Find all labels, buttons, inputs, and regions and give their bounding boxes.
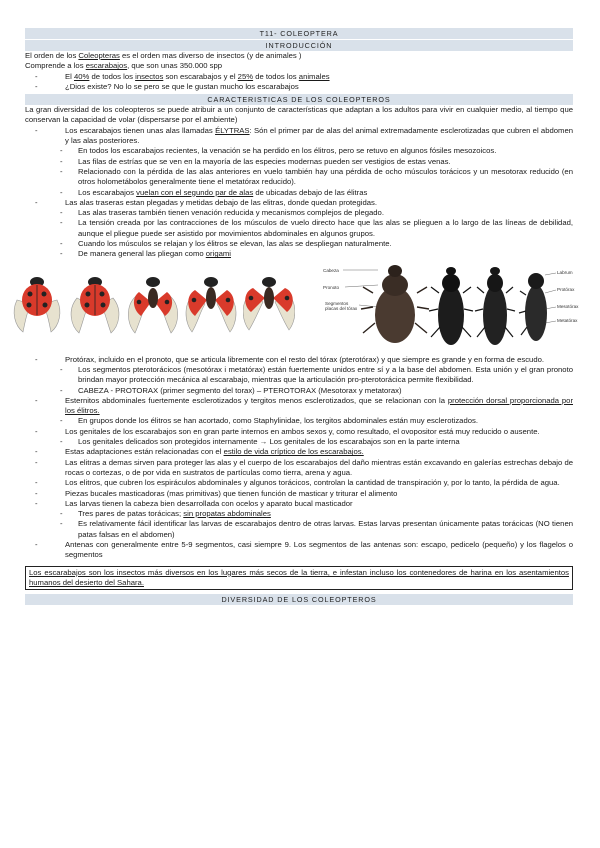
- bullet-item: - Las elitras a demas sirven para proteger las alas y el cuerpo de los escarabajos del daño mientras están excavando en galerías estrechas debajo de rocas o cortezas, o de por vida en sustratos de partículas como tierra, arena y agua.: [25, 458, 573, 479]
- bullet-item: - Protórax, incluido en el pronoto, que se articula libremente con el resto del tórax (pterotórax) y que siempre es grande y en forma de escudo.: [25, 355, 573, 365]
- ladybug-wing-unfolding-illustration: [69, 270, 121, 334]
- sub-bullet-item: - Cuando los músculos se relajan y los élitros se elevan, las alas se despliegan naturalmente.: [25, 239, 573, 249]
- figure-label: Labrum: [557, 269, 573, 275]
- sub-bullet-item: - CABEZA - PROTORAX (primer segmento del torax) – PTEROTORAX (Mesotorax y metatorax): [25, 386, 573, 396]
- ladybug-wing-unfolding-illustration: [127, 270, 179, 334]
- bullet-item: - Esternitos abdominales fuertemente esclerotizados y tergitos menos esclerotizados, que se relacionan con la protección dorsal proporcionada por los élitros.: [25, 396, 573, 417]
- paragraph: La gran diversidad de los coleopteros se puede atribuir a un conjunto de características que adaptan a los adultos para vivir en cualquier medio, al tiempo que conservan la capacidad de volar (dispersarse por el ambiente): [25, 105, 573, 125]
- figures-row: [25, 263, 579, 353]
- ladybug-wing-unfolding-illustration: [11, 270, 63, 334]
- bullet-item: - El 40% de todos los insectos son escarabajos y el 25% de todos los animales: [25, 72, 573, 82]
- figure-label: Metatórax: [557, 317, 578, 323]
- document-page: [25, 28, 579, 605]
- bullet-item: - Las larvas tienen la cabeza bien desarrollada con ocelos y aparato bucal masticador: [25, 499, 573, 509]
- bullet-item: - Antenas con generalmente entre 5-9 segmentos, casi siempre 9. Los segmentos de las antenas son: escapo, pedicelo (pequeño) y los flagelos o segmentos: [25, 540, 573, 561]
- beetle-lateral-view: [519, 273, 547, 341]
- bullet-item: - ¿Dios existe? No lo se pero se que le gustan mucho los escarabajos: [25, 82, 573, 92]
- figure-label: Mesotórax: [557, 303, 579, 309]
- bullet-item: - Las alas traseras estan plegadas y metidas debajo de las elitras, donde quedan protegidas.: [25, 198, 573, 208]
- figure-label: Protórax: [557, 286, 575, 292]
- sub-bullet-item: - Las alas traseras también tienen venación reducida y mecanismos complejos de plegado.: [25, 208, 573, 218]
- figure-label: Pronoto: [323, 284, 340, 290]
- sub-bullet-item: - Tres pares de patas torácicas; sin propatas abdominales: [25, 509, 573, 519]
- sub-bullet-item: - De manera general las pliegan como origami: [25, 249, 573, 259]
- sub-bullet-item: - Relacionado con la pérdida de las alas anteriores en vuelo también hay una pérdida de ocho músculos torácicos y un mesotorax reducido (en otros holometábolos generalmente tiene el metatórax reducido).: [25, 167, 573, 188]
- sub-bullet-item: - Los segmentos pterotorácicos (mesotórax i metatórax) están fuertemente unidos entre sí y a la base del abdomen. Esta unión y el gran pronoto brindan mayor protección mecánica al escarabajo, mientras que la articulación pro-pterotorácica permite flexibilidad.: [25, 365, 573, 386]
- section-heading-characteristics: CARACTERISTICAS DE LOS COLEOPTEROS: [25, 94, 573, 105]
- beetle-dorsal-view: [429, 267, 473, 345]
- beetle-side-view: [361, 265, 429, 343]
- sub-bullet-item: - Los escarabajos vuelan con el segundo par de alas de ubicadas debajo de las élitras: [25, 188, 573, 198]
- bullet-item: - Los escarabajos tienen unas alas llamadas ÉLYTRAS: Són el primer par de alas del animal extremadamente esclerotizadas que cubren el abdomen y las alas posteriores.: [25, 126, 573, 147]
- highlight-box: Los escarabajos son los insectos más diversos en los lugares más secos de la tierra, e infestan incluso los contenedores de harina en los asentamientos humanos del desierto del Sahara.: [25, 566, 573, 591]
- sub-bullet-item: - Es relativamente fácil identificar las larvas de escarabajos dentro de otras larvas. Estas larvas presentan únicamente patas torácicas (NO tienen patas falsas en el abdomen): [25, 519, 573, 540]
- sub-bullet-item: - Las filas de estrías que se ven en la mayoría de las especies modernas pueden ser vestigios de estas venas.: [25, 157, 573, 167]
- bullet-item: - Piezas bucales masticadoras (mas primitivas) que tienen función de masticar y triturar el alimento: [25, 489, 573, 499]
- document-title: T11- COLEOPTERA: [25, 28, 573, 39]
- figure-label: Cabeza: [323, 267, 339, 273]
- bullet-item: - Los elitros, que cubren los espiráculos abdominales y algunos torácicos, controlan la cantidad de transpiración y, por lo tanto, la pérdida de agua.: [25, 478, 573, 488]
- beetle-ventral-view: [475, 267, 515, 345]
- figure-label: Segmentos placas del tórax: [325, 300, 358, 312]
- sub-bullet-item: - En grupos donde los élitros se han acortado, como Staphylinidae, los tergitos abdominales están muy esclerotizados.: [25, 416, 573, 426]
- section-heading-diversity: DIVERSIDAD DE LOS COLEOPTEROS: [25, 594, 573, 605]
- intro-paragraph: Comprende a los escarabajos, que son unas 350.000 spp: [25, 61, 223, 71]
- sub-bullet-item: - Los genitales delicados son protegidos internamente → Los genitales de los escarabajos son en la parte interna: [25, 437, 573, 447]
- bullet-item: - Los genitales de los escarabajos son en gran parte internos en ambos sexos y, como resultado, el ovopositor está muy reducido o ausente.: [25, 427, 573, 437]
- beetle-anatomy-figure: [323, 263, 579, 353]
- ladybug-wing-unfolding-illustration: [243, 270, 295, 334]
- bullet-item: - Estas adaptaciones están relacionadas con el estilo de vida críptico de los escarabajos.: [25, 447, 573, 457]
- sub-bullet-item: - En todos los escarabajos recientes, la venación se ha perdido en los élitros, pero se retuvo en algunos fósiles mesozoicos.: [25, 146, 573, 156]
- beetle-illustrations: [323, 263, 568, 353]
- ladybug-wing-unfolding-illustration: [185, 270, 237, 334]
- section-heading-intro: INTRODUCCIÓN: [25, 40, 573, 51]
- intro-paragraph: El orden de los Coleopteras es el orden mas diverso de insectos (y de animales ): [25, 51, 302, 60]
- sub-bullet-item: - La tensión creada por las contracciones de los músculos de vuelo directo hace que las alas se plieguen a lo largo de las líneas de debilidad, aunque el pliegue puede ser asistido por movimientos abdominales en algunos grupos.: [25, 218, 573, 239]
